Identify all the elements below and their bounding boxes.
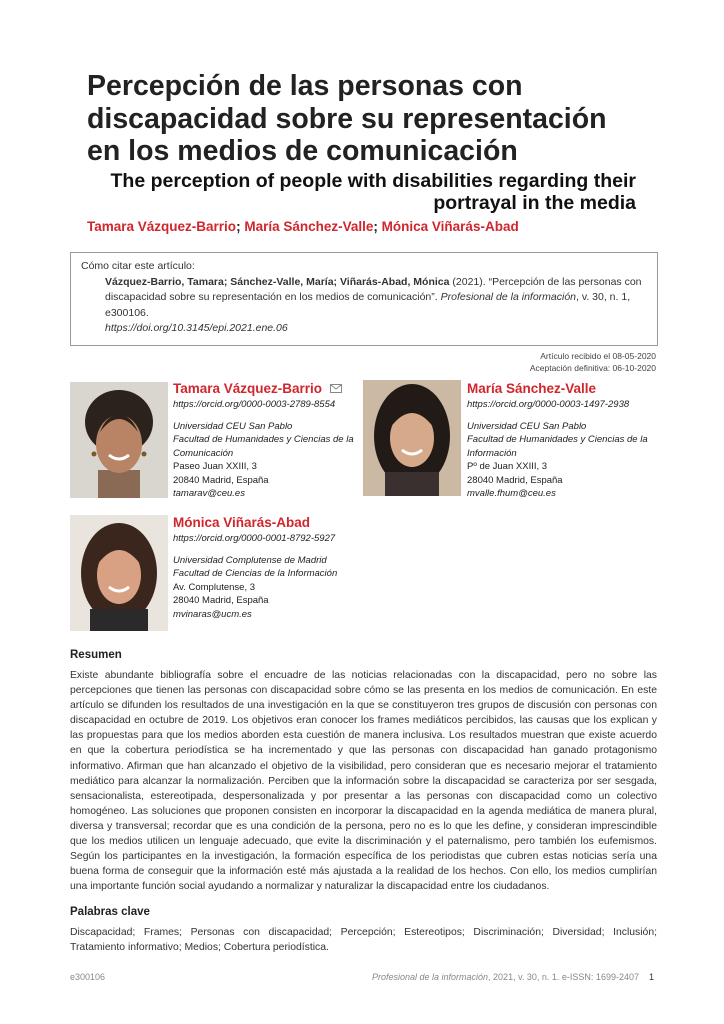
citation-journal: Profesional de la información (440, 291, 577, 303)
authors-line (87, 219, 519, 234)
abstract-text: Existe abundante bibliografía sobre el encuadre de las noticias relacionadas con la discapacidad, pero no sobre las percepciones que tienen las personas con discapacidad sobre cómo se las presenta en los medios de comunicación. En este artículo se difunden los resultados de una investigación en la que se constituyeron tres grupos de discusión con personas con discapacidad en octubre de 2019. Los objetivos eran conocer los frames mediáticos percibidos, las causas que los explican y las propuestas para que los medios aborden esta cuestión de manera inclusiva. Los resultados muestran que existe acuerdo en que la cobertura periodística se ha incrementado y que las personas con discapacidad han ganado protagonismo informativo. Afirman que han alcanzado el objetivo de la visibilidad, pero consideran que es necesario mejorar el tratamiento mediático para alcanzar la normalización. Perciben que la información sobre la discapacidad se caracteriza por ser sesgada, sensacionalista, estereotipada, despersonalizada y por presentar a las personas con discapacidad como un colectivo homogéneo. Las soluciones que proponen consisten en incorporar la discapacidad en la agenda mediática de manera plural, diversa y transversal; recordar que es una condición de la persona, pero no es lo que les define, y consideran imprescindible que los medios utilicen un lenguaje adecuado, que evite la discriminación y el paternalismo, pero también los eufemismos. Según los participantes en la investigación, la formación específica de los periodistas que cubren estas noticias sería una buena forma de conseguir que la información esté más ajustada a la realidad de los hechos. Con ello, los medios cumplirían una importante función social ayudando a normalizar y naturalizar la discapacidad entre los ciudadanos. (70, 670, 657, 893)
article-dates (530, 350, 656, 374)
page-number: 1 (648, 972, 654, 982)
accepted-date: Aceptación definitiva: 06-10-2020 (529, 363, 656, 373)
citation-volume: , v. 30, n. 1, e300106. (105, 291, 631, 319)
institution: Universidad Complutense de Madrid (173, 554, 327, 566)
author-link[interactable]: María Sánchez-Valle (244, 219, 374, 234)
citation-header: Cómo citar este artículo: (81, 260, 195, 272)
abstract-heading: Resumen (70, 649, 122, 661)
author-separator: ; (236, 219, 241, 234)
author-name (173, 380, 363, 397)
street: Pº de Juan XXIII, 3 (467, 461, 548, 472)
faculty: Facultad de Humanidades y Ciencias de la Comunicación (173, 434, 354, 459)
email-link[interactable]: mvinaras@ucm.es (173, 608, 252, 620)
title-english: The perception of people with disabilities regarding their portrayal in the media (110, 170, 636, 214)
footer-journal: Profesional de la información (371, 972, 489, 982)
author-card-vinaras (173, 514, 363, 621)
author-card-vazquez (173, 380, 363, 501)
orcid-link[interactable]: https://orcid.org/0000-0003-2789-8554 (173, 399, 336, 410)
email-link[interactable]: mvalle.fhum@ceu.es (467, 488, 556, 499)
author-card-sanchez (467, 380, 657, 501)
citation-title: (2021). “Percepción de las personas con discapacidad sobre su representación en los medios de comunicación”. (105, 275, 642, 303)
received-date: Artículo recibido el 08-05-2020 (540, 351, 656, 361)
city: 28040 Madrid, España (467, 474, 563, 486)
mail-icon[interactable] (330, 380, 342, 389)
email-link[interactable]: tamarav@ceu.es (173, 488, 245, 499)
faculty: Facultad de Humanidades y Ciencias de la Información (467, 434, 648, 459)
street: Paseo Juan XXIII, 3 (173, 461, 257, 472)
author-name: María Sánchez-Valle (467, 381, 597, 396)
faculty: Facultad de Ciencias de la Información (173, 568, 338, 579)
keywords-text: Discapacidad; Frames; Personas con discapacidad; Percepción; Estereotipos; Discriminación; Diversidad; Inclusión; Tratamiento informativo; Medios; Cobertura periodística. (70, 927, 657, 954)
citation-text (105, 275, 649, 322)
footer-info (372, 972, 654, 982)
author-separator: ; (373, 219, 378, 234)
author-photo-sanchez (363, 380, 461, 496)
author-photo-vazquez (70, 382, 168, 498)
author-name-text: Tamara Vázquez-Barrio (173, 381, 323, 396)
orcid-link[interactable]: https://orcid.org/0000-0001-8792-5927 (173, 533, 336, 544)
institution: Universidad CEU San Pablo (173, 420, 293, 432)
footer-article-id: e300106 (70, 972, 106, 982)
author-photo-vinaras (70, 515, 168, 631)
citation-box (70, 252, 658, 346)
keywords-heading: Palabras clave (70, 906, 150, 918)
author-link[interactable]: Mónica Viñarás-Abad (381, 219, 519, 234)
citation-doi-link[interactable]: https://doi.org/10.3145/epi.2021.ene.06 (105, 322, 288, 334)
author-name: Mónica Viñarás-Abad (173, 515, 311, 530)
title-spanish: Percepción de las personas con discapacidad sobre su representación en los medios de comunicación (87, 70, 607, 167)
city: 20840 Madrid, España (173, 474, 269, 486)
city: 28040 Madrid, España (173, 595, 269, 606)
author-link[interactable]: Tamara Vázquez-Barrio (87, 219, 237, 234)
orcid-link[interactable]: https://orcid.org/0000-0003-1497-2938 (467, 399, 630, 410)
street: Av. Complutense, 3 (173, 581, 256, 593)
institution: Universidad CEU San Pablo (467, 420, 587, 432)
footer-details: , 2021, v. 30, n. 1. e-ISSN: 1699-2407 (488, 972, 639, 982)
citation-authors: Vázquez-Barrio, Tamara; Sánchez-Valle, María; Viñarás-Abad, Mónica (105, 275, 450, 288)
